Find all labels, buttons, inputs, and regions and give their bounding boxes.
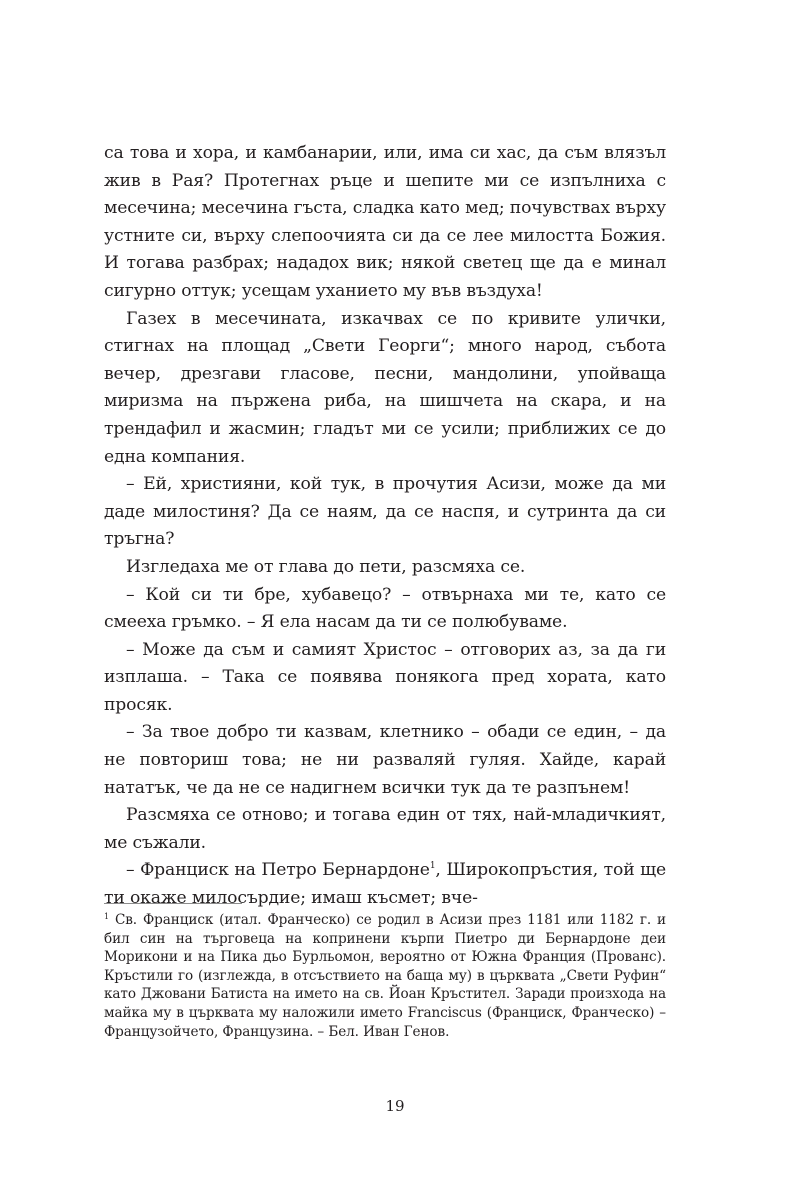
paragraph: – За твое добро ти казвам, клетнико – обади се един, – да не повториш това; не ни разваляй гуляя. Хайде, карай нататък, че да не се надигнем всички тук да те разпънем! xyxy=(104,722,666,798)
paragraph-text: , Широкопръстия, той ще ти окаже милосърдие; имаш късмет; вче- xyxy=(104,860,666,909)
main-text xyxy=(104,140,666,913)
paragraph: – Може да съм и самият Христос – отговорих аз, за да ги изплаша. – Така се появява понякога пред хората, като просяк. xyxy=(104,639,666,715)
paragraph: Изгледаха ме от глава до пети, разсмяха се. xyxy=(126,556,526,577)
footnote-separator xyxy=(104,903,242,904)
paragraph-text: – Франциск на Петро Бернардоне xyxy=(126,860,430,881)
footnote-mark: 1 xyxy=(104,912,109,921)
paragraph: – Кой си ти бре, хубавецо? – отвърнаха ми те, като се смееха гръмко. – Я ела насам да ти се полюбуваме. xyxy=(104,584,666,633)
paragraph: са това и хора, и камбанарии, или, има си хас, да съм влязъл жив в Рая? Протегнах ръце и шепите ми се изпълниха с месечина; месечина гъста, сладка като мед; почувствах върху устните си, върху слепоочията си да се лее милостта Божия. И тогава разбрах; нададох вик; някой светец ще да е минал сигурно оттук; усещам уханието му във въздуха! xyxy=(104,143,666,301)
footnote-reference[interactable]: 1 xyxy=(429,861,436,872)
footnote xyxy=(104,911,666,1041)
paragraph-continued xyxy=(104,857,666,912)
paragraph: Разсмяха се отново; и тогава един от тях, най-младичкият, ме съжали. xyxy=(104,805,666,853)
paragraph: Газех в месечината, изкачвах се по кривите улички, стигнах на площад „Свети Георги“; много народ, събота вечер, дрезгави гласове, песни, мандолини, упойваща миризма на пържена риба, на шишчета на скара, и на трендафил и жасмин; гладът ми се усили; приближих се до една компания. xyxy=(104,308,666,467)
page-number: 19 xyxy=(385,1097,405,1115)
footnote-text: Св. Франциск (итал. Франческо) се родил в Асизи през 1181 или 1182 г. и бил син на търговеца на копринени кърпи Пиетро ди Бернардоне деи Морикони и на Пика дьо Бурльомон, вероятно от Южна Франция (Прованс). Кръстили го (изглежда, в отсъствието на баща му) в църквата „Свети Руфин“ като Джовани Батиста на името на св. Йоан Кръстител. Заради произхода на майка му в църквата му наложили името Franciscus (Франциск, Франческо) – Французойчето, Французина. – Бел. Иван Генов. xyxy=(104,912,666,1040)
paragraph: – Ей, християни, кой тук, в прочутия Асизи, може да ми даде милостиня? Да се наям, да се наспя, и сутринта да си тръгна? xyxy=(104,474,666,550)
